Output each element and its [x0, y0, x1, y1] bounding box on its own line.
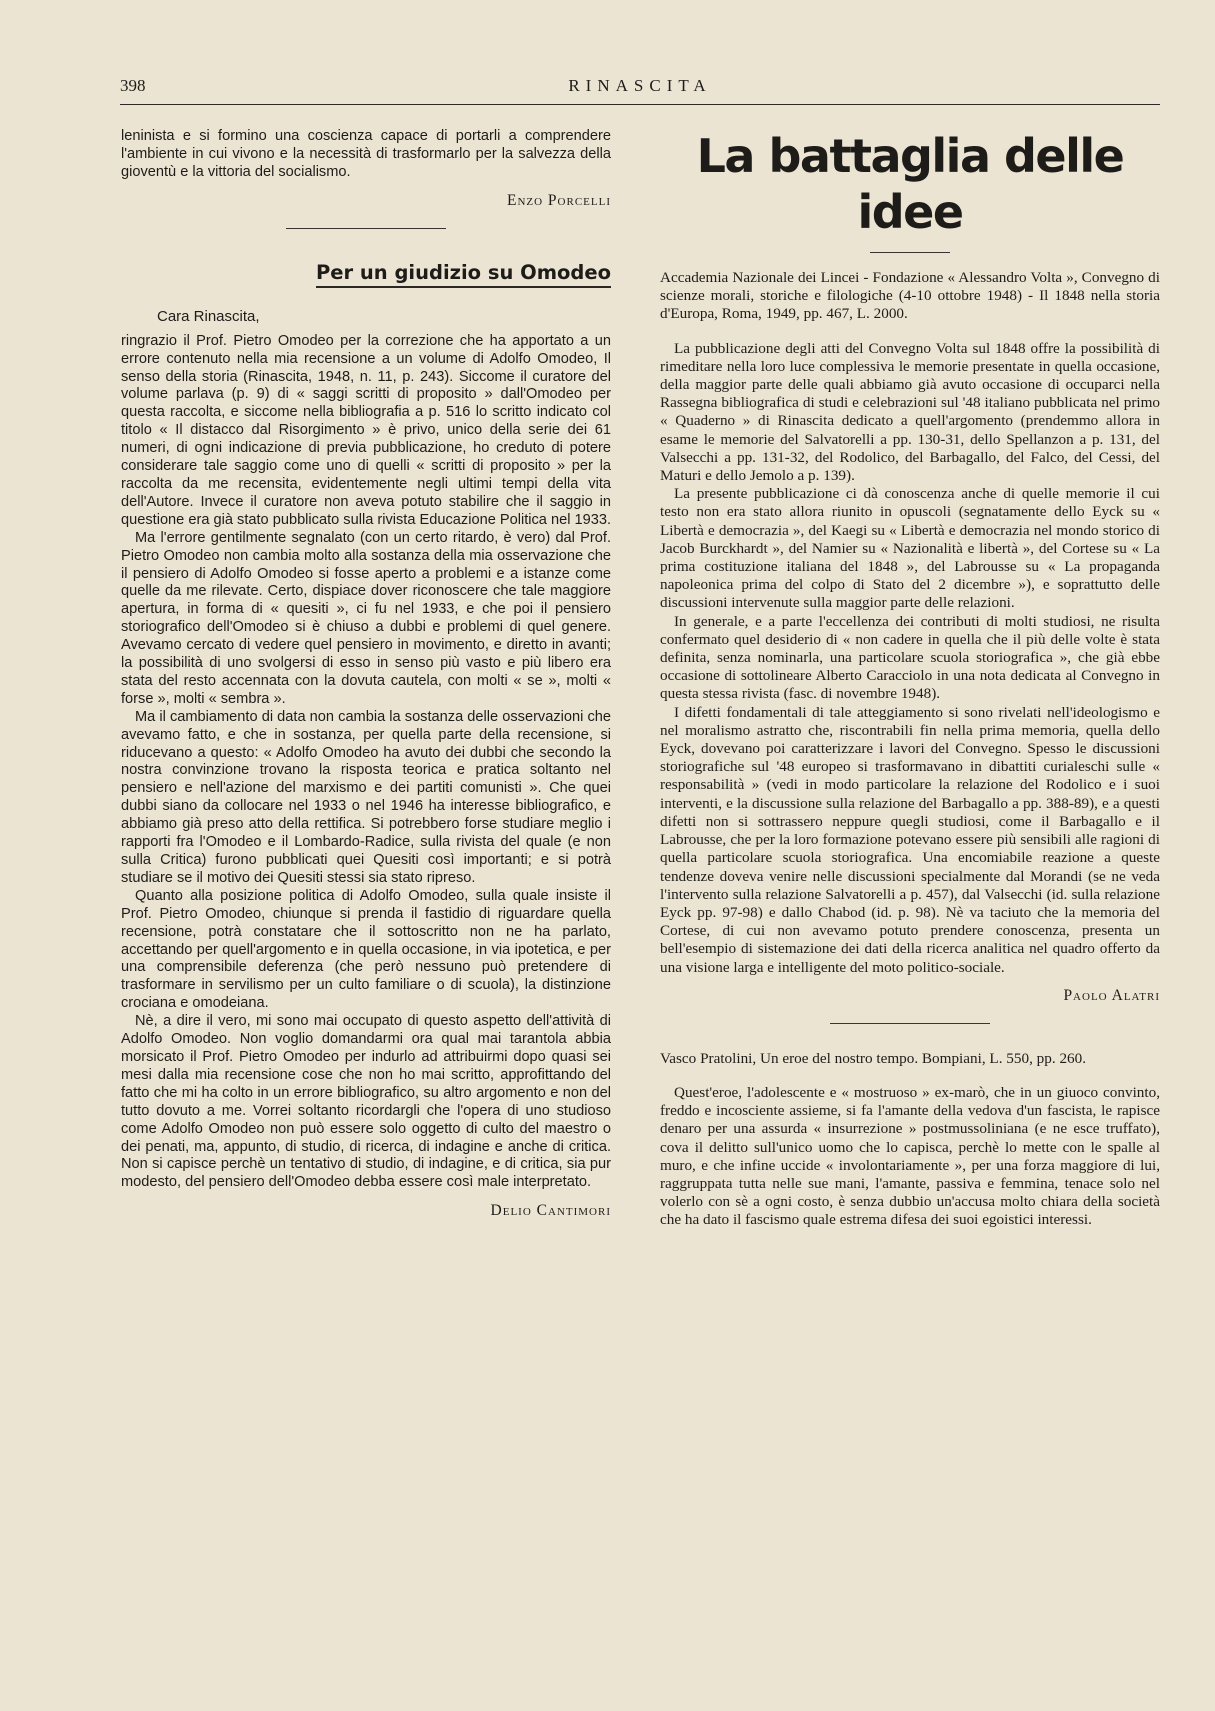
book-reference: Accademia Nazionale dei Lincei - Fondazione « Alessandro Volta », Convegno di scienze morali, storiche e filologiche (4-10 ottobre 1948) - Il 1848 nella storia d'Europa, Roma, 1949, pp. 467, L. 2000. — [660, 269, 1160, 323]
title-rule — [870, 252, 950, 253]
left-column — [121, 128, 611, 1220]
review-paragraph: I difetti fondamentali di tale atteggiamento si sono rivelati nell'ideologismo e nel moralismo astratto che, riscontrabili fin nella prima memoria, quella dello Eyck, dovevano poi caratterizzare i lavori del Convegno. Spesso le discussioni storiografiche sul '48 europeo si trasformavano in dibattiti curialeschi sulle « responsabilità » (vedi in modo particolare la relazione del Rodolico e i suoi interventi, e la discussione sulla relazione del Barbagallo a pp. 388-89), e a questi difetti non si sottrassero neppure quegli studiosi, come il Barbagallo e il Labrousse, che per la loro formazione potevano essere più sensibili alle ragioni di quella particolare scuola storiografica. Una encomiabile reazione a queste tendenze doveva venire nelle discussioni specialmente dal Morandi (se ne veda l'intervento sulla relazione Salvatorelli a p. 457), dal Valsecchi (id. sulla relazione Eyck pp. 97-98) e dallo Chabod (id. p. 98). Nè va taciuto che la memoria del Cortese, di cui non avevamo potuto prendere conoscenza, presenta un bell'esempio di sistemazione dei dati della ricerca analitica nel quadro offerto da una visione larga e intelligente del moto politico-sociale. — [660, 703, 1160, 976]
letter-paragraph: ringrazio il Prof. Pietro Omodeo per la correzione che ha apportato a un errore contenuto nella mia recensione a un volume di Adolfo Omodeo, Il senso della storia (Rinascita, 1948, n. 11, p. 243). Siccome il curatore del volume parlava (p. 9) di « saggi scritti di proposito » dall'Omodeo per questa raccolta, e siccome nella bibliografia a p. 516 lo scritto indicato col titolo « Il distacco dal Risorgimento » è privo, unico della serie dei 61 numeri, di ogni indicazione di previa pubblicazione, ho creduto di potere considerare tale saggio come uno di quelli « scritti di proposito » per la raccolta da me recensita, evidentemente negli ultimi tempi della vita dell'Autore. Invece il curatore non aveva potuto stabilire che il saggio in questione era già stato pubblicato sulla rivista Educazione Politica nel 1933. — [121, 332, 612, 528]
book-reference: Vasco Pratolini, Un eroe del nostro tempo. Bompiani, L. 550, pp. 260. — [660, 1049, 1087, 1067]
letter-paragraph: Ma il cambiamento di data non cambia la sostanza delle osservazioni che avevamo fatto, e che in sostanza, per quella parte della recensione, si riducevano a questo: « Adolfo Omodeo ha avuto dei dubbi che secondo la nostra convinzione trovano la risposta teorica e pratica soltanto nel pensiero e nell'azione del marxismo e dei partiti comunisti ». Che quei dubbi siano da collocare nel 1933 o nel 1946 ha interesse bibliografico, e abbiamo già preso atto della rettifica. Si potrebbero forse studiare meglio i rapporti fra l'Omodeo e il Lombardo-Radice, sulla rivista del quale (e non sulla Critica) furono pubblicati quei Quesiti così importanti; e si potrà studiare se il motivo dei Quesiti stessi sia stato ripreso. — [121, 708, 611, 886]
section-title: La battaglia delle idee — [696, 129, 1124, 239]
signature-cantimori: Delio Cantimori — [490, 1202, 611, 1220]
review-paragraph: La presente pubblicazione ci dà conoscenza anche di quelle memorie il cui testo non era stato allora riunito in opuscoli (segnatamente dello Eyck su « Libertà e democrazia », del Kaegi su « Libertà e democrazia nel mondo storico di Jacob Burckhardt », del Namier su « Nazionalità e libertà », del Cortese su « La prima costituzione italiana del 1848 », del Labrousse su « La propaganda napoleonica prima del colpo di Stato del 2 dicembre »), e soprattutto delle discussioni intervenute sulla maggior parte delle relazioni. — [660, 485, 1160, 612]
review-paragraph: In generale, e a parte l'eccellenza dei contributi di molti studiosi, ne risulta confermato quel desiderio di « non cadere in quella che il più delle volte è stata definita, senza nominarla, una particolare scuola storiografica », che già ebbe occasione di sottolineare Alberto Caracciolo in una nota dedicata al Convegno in questa stessa rivista (fasc. di novembre 1948). — [660, 612, 1160, 703]
salutation: Cara Rinascita, — [157, 307, 260, 325]
review-paragraph: Quest'eroe, l'adolescente e « mostruoso » ex-marò, che in un giuoco convinto, freddo e incosciente assieme, si fa l'amante della vedova d'un fascista, le rapisce denaro per una assurda « insurrezione » postmussoliniana (e ne esce truffato), cova il delitto sull'unico uomo che lo capisca, perchè lo mette con le spalle al muro, e che infine uccide « involontariamente », per una forza maggiore di lui, raggruppata tutta nelle sue mani, l'amante, passiva e femmina, tenace solo nel volerlo con sè a ogni costo, è senza dubbio un'accusa molto chiara della società che ha dato il fascismo quale estrema difesa dei suoi egoistici interessi. — [660, 1083, 1160, 1229]
letter-paragraph: Nè, a dire il vero, mi sono mai occupato di questo aspetto dell'attività di Adolfo Omodeo. Non voglio domandarmi ora qual mai tarantola abbia morsicato il Prof. Pietro Omodeo per indurlo ad attribuirmi dopo quasi sei mesi dalla mia recensione cose che non ho mai scritto, approfittando del fatto che mi ha colto in un errore bibliografico, su altro argomento e non del tutto dovuto a me. Vorrei soltanto ricordargli che l'opera di uno studioso come Adolfo Omodeo non può essere solo oggetto di culto del maestro o dei penati, ma, appunto, di studio, di ricerca, di indagine e anche di critica. Non si capisce perchè un tentativo di studio, di indagine, e di critica, sia pur modesto, del pensiero dell'Omodeo debba essere così male interpretato. — [121, 1013, 611, 1191]
letter-heading: Per un giudizio su Omodeo — [121, 261, 611, 288]
page-header — [120, 76, 1160, 104]
signature-alatri: Paolo Alatri — [1063, 986, 1160, 1004]
separator-rule — [830, 1023, 990, 1024]
letter-paragraph: Quanto alla posizione politica di Adolfo Omodeo, sulla quale insiste il Prof. Pietro Omodeo, chiunque si prenda il fastidio di riguardare quella recensione, potrà constatare che il sottoscritto non ne ha parlato, accettando per quell'argomento e in quella occasione, in via ipotetica, e per una comprensibile deferenza (che però nessuno può pretendere di trasformare in servilismo per un culto familiare o di scuola), la distinzione crociana e omodeiana. — [121, 887, 611, 1012]
separator-rule — [286, 228, 446, 229]
letter-paragraph: Ma l'errore gentilmente segnalato (con un certo ritardo, è vero) dal Prof. Pietro Omodeo non cambia molto alla sostanza della mia osservazione che il pensiero di Adolfo Omodeo si fosse aperto a problemi e a istanze come quelle da me rilevate. Certo, dispiace dover riconoscere che tale maggiore apertura, in forma di « quesiti », ci fu nel 1933, e che poi il pensiero storiografico dell'Omodeo si è chiuso a dubbi e problemi di quel genere. Avevamo cercato di vedere quel pensiero in movimento, e diretto in avanti; la possibilità di uno svolgersi di esso in senso più vasto e più libero era stata del resto accennata con la dovuta cautela, con molti « se », molti « forse », molti « sembra ». — [121, 529, 611, 707]
page-number: 398 — [120, 76, 146, 95]
header-rule — [120, 104, 1160, 105]
right-column — [660, 128, 1160, 1230]
review-paragraph: La pubblicazione degli atti del Convegno Volta sul 1848 offre la possibilità di rimeditare nella loro luce complessiva le memorie presentate in quella occasione, della maggior parte delle quali abbiamo già avuto occasione di occuparci nella Rassegna bibliografica di studi e celebrazioni sul '48 italiano pubblicata nel primo « Quaderno » di Rinascita dedicato a quell'argomento (prendemmo allora in esame le memorie del Salvatorelli a pp. 130-31, dello Spellanzon a p. 131, del Valsecchi a pp. 131-32, del Rodolico, del Barbagallo, del Falco, del Cessi, del Maturi e dello Jemolo a p. 139). — [660, 339, 1160, 485]
letter-continuation: leninista e si formino una coscienza capace di portarli a comprendere l'ambiente in cui vivono e la necessità di trasformarlo per la salvezza della gioventù e la vittoria del socialismo. — [121, 128, 611, 180]
signature-porcelli: Enzo Porcelli — [506, 191, 611, 209]
journal-title: RINASCITA — [568, 76, 712, 95]
